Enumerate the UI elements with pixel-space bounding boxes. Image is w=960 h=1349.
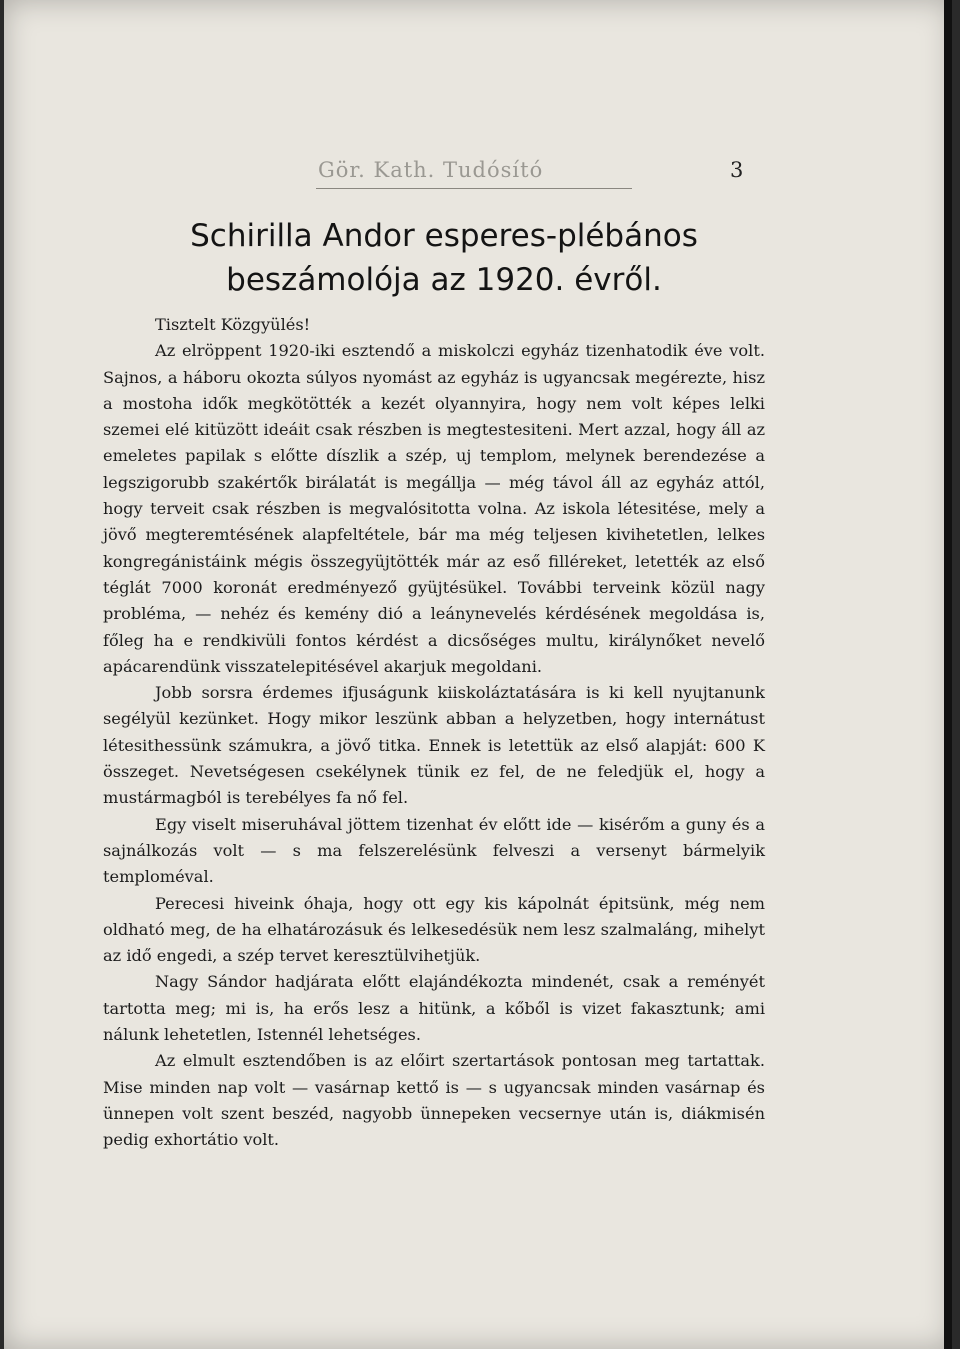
header-rule: [316, 188, 632, 189]
article-title-line-2: beszámolója az 1920. évről.: [226, 262, 662, 298]
article-title-line-1: Schirilla Andor esperes-plébános: [190, 218, 698, 254]
paragraph: Nagy Sándor hadjárata előtt elajándékozta mindenét, csak a reményét tartotta meg; mi is, ha erős lesz a hitünk, a kőből is vizet fakasztunk; ami nálunk lehetetlen, Istennél lehetséges.: [103, 972, 765, 1045]
page-number: 3: [730, 158, 744, 182]
document-page: [4, 0, 952, 1349]
paragraph: Az elmult esztendőben is az előirt szertartások pontosan meg tartattak. Mise minden nap volt — vasárnap kettő is — s ugyancsak minden vasárnap és ünnepen volt szent beszéd, nagyobb ünnepeken vecsernye után is, diákmisén pedig exhortátio volt.: [103, 1051, 765, 1150]
article-title: [104, 214, 784, 302]
paragraph: Jobb sorsra érdemes ifjuságunk kiiskoláztatására is ki kell nyujtanunk segélyül kezünket. Hogy mikor leszünk abban a helyzetben, hogy internátust létesithessünk számukra, a jövő titka. Ennek is letettük az első alapját: 600 K összeget. Nevetségesen csekélynek tünik ez fel, de ne feledjük el, hogy a mustármagból is terebélyes fa nő fel.: [103, 683, 765, 808]
running-title: Gör. Kath. Tudósító: [318, 158, 544, 182]
paragraph: Az elröppent 1920-iki esztendő a miskolczi egyház tizenhatodik éve volt. Sajnos, a háboru okozta súlyos nyomást az egyház is ugyancsak megérezte, hisz a mostoha idők megkötötték a kezét olyannyira, hogy nem volt képes lelki szemei elé kitüzött ideáit csak részben is megtestesiteni. Mert azzal, hogy áll az emeletes papilak s előtte díszlik a szép, uj templom, melynek berendezése a legszigorubb szakértők birálatát is megállja — még távol áll az egyház attól, hogy terveit csak részben is megvalósitotta volna. Az iskola létesitése, mely a jövő megteremtésének alapfeltétele, bár ma még teljesen kivihetetlen, lelkes kongregánistáink mégis összegyüjtötték már az eső filléreket, letették az első téglát 7000 koronát eredményező gyüjtésükel. További terveink közül nagy probléma, — nehéz és kemény dió a leánynevelés kérdésének megoldása is, főleg ha e rendkivüli fontos kérdést a dicsőséges multu, királynőket nevelő apácarendünk visszatelepitésével akarjuk megoldani.: [103, 341, 765, 676]
paragraph: Egy viselt miseruhával jöttem tizenhat év előtt ide — kisérőm a guny és a sajnálkozás volt — s ma felszerelésünk felveszi a versenyt bármelyik temploméval.: [103, 814, 765, 887]
page-edge-shadow: [944, 0, 952, 1349]
paragraph: Perecesi hiveink óhaja, hogy ott egy kis kápolnát épitsünk, még nem oldható meg, de ha elhatározásuk és lelkesedésük nem lesz szalmaláng, mihelyt az idő engedi, a szép tervet keresztülvihetjük.: [103, 893, 765, 966]
article-body: [103, 312, 765, 1154]
page-header: [4, 152, 952, 192]
salutation: Tisztelt Közgyülés!: [155, 315, 311, 334]
